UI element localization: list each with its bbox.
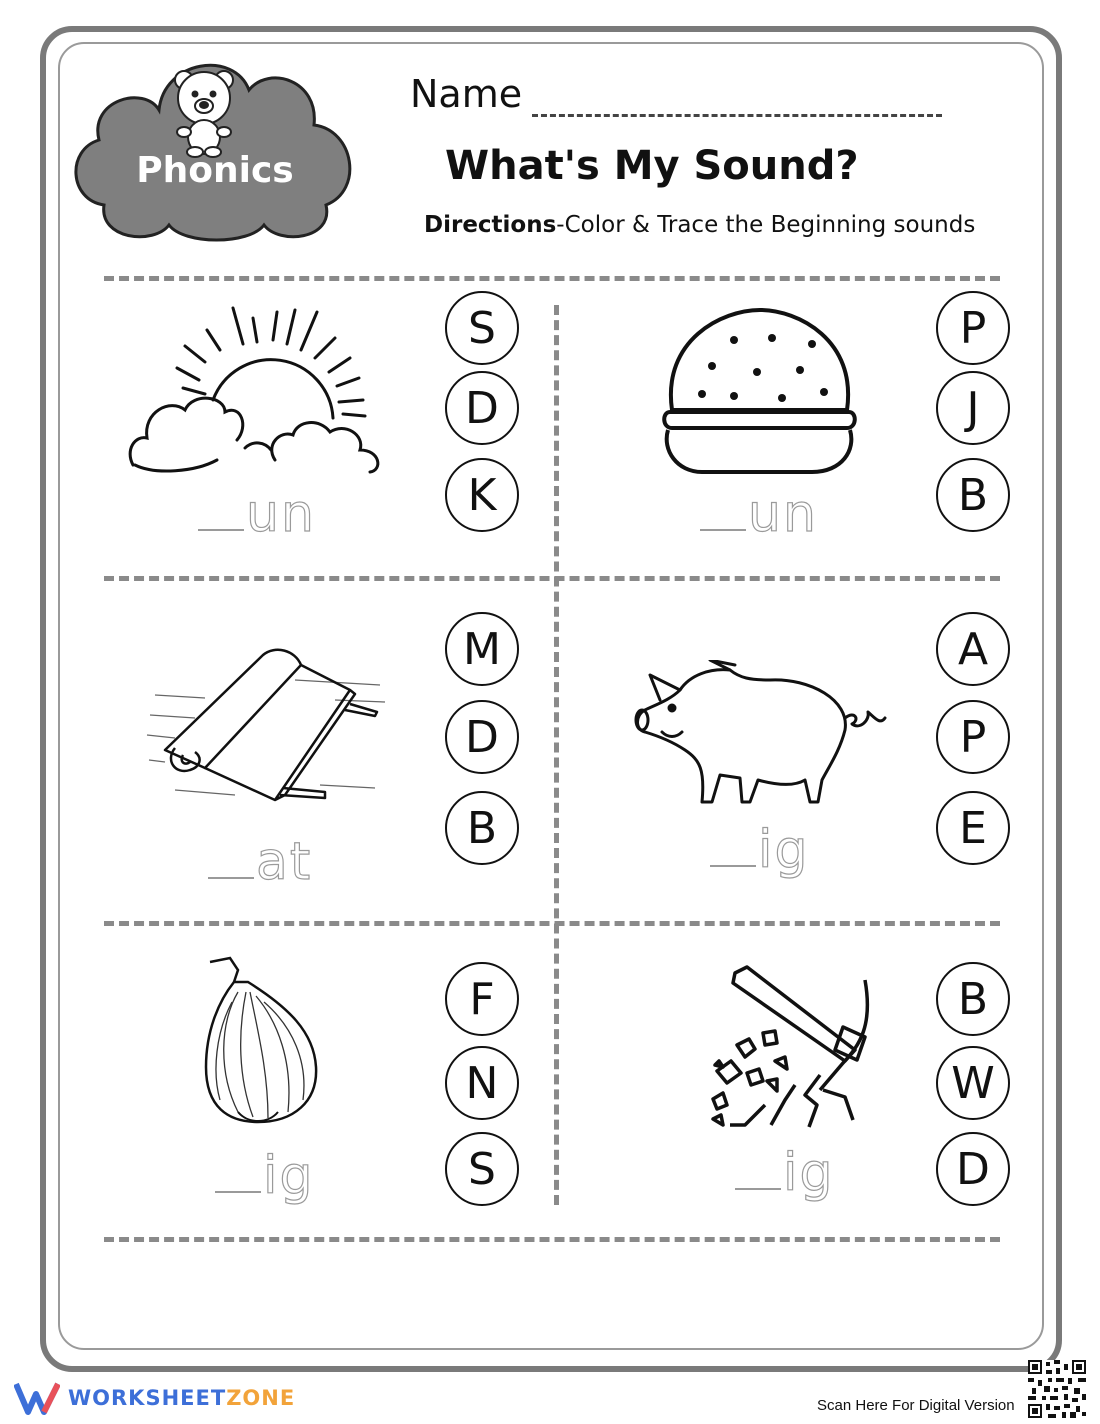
directions-label: Directions [424, 212, 557, 238]
phonics-badge-label: Phonics [136, 150, 294, 191]
divider-row1 [104, 576, 1000, 581]
pig-icon [630, 660, 890, 810]
footer-brand: WORKSHEETZONE [68, 1386, 296, 1410]
option-d-2[interactable]: D [445, 700, 519, 774]
name-field[interactable] [532, 114, 942, 117]
option-e[interactable]: E [936, 791, 1010, 865]
trace-word-un-2[interactable]: un [700, 484, 818, 544]
scan-text: Scan Here For Digital Version [817, 1397, 1015, 1414]
option-n[interactable]: N [445, 1046, 519, 1120]
worksheetzone-logo-icon [14, 1380, 60, 1416]
trace-word-ig-2[interactable]: ig [215, 1146, 314, 1206]
trace-word-un[interactable]: un [198, 484, 316, 544]
sun-icon [125, 300, 390, 485]
option-m[interactable]: M [445, 612, 519, 686]
divider-bottom [104, 1237, 1000, 1242]
option-d-3[interactable]: D [936, 1132, 1010, 1206]
divider-row2 [104, 921, 1000, 926]
qr-code-icon[interactable] [1028, 1360, 1086, 1418]
fig-icon [198, 952, 323, 1127]
divider-vertical [554, 305, 559, 1205]
option-d[interactable]: D [445, 371, 519, 445]
directions [424, 212, 975, 238]
option-a[interactable]: A [936, 612, 1010, 686]
option-s-2[interactable]: S [445, 1132, 519, 1206]
option-k[interactable]: K [445, 458, 519, 532]
page-title: What's My Sound? [445, 143, 859, 189]
dig-icon [705, 965, 880, 1135]
footer-logo[interactable] [14, 1380, 295, 1416]
bun-icon [662, 300, 857, 480]
option-b-3[interactable]: B [936, 962, 1010, 1036]
option-b-2[interactable]: B [445, 791, 519, 865]
trace-word-ig-3[interactable]: ig [735, 1143, 834, 1203]
option-f[interactable]: F [445, 962, 519, 1036]
name-label: Name [410, 72, 523, 116]
divider-top [104, 276, 1000, 281]
trace-word-ig[interactable]: ig [710, 820, 809, 880]
option-p-2[interactable]: P [936, 700, 1010, 774]
cloud-badge-icon [64, 40, 364, 245]
option-b[interactable]: B [936, 458, 1010, 532]
option-p[interactable]: P [936, 291, 1010, 365]
trace-word-at[interactable]: at [208, 832, 312, 892]
option-j[interactable]: J [936, 371, 1010, 445]
option-s[interactable]: S [445, 291, 519, 365]
mat-icon [145, 640, 390, 815]
option-w[interactable]: W [936, 1046, 1010, 1120]
directions-text: -Color & Trace the Beginning sounds [556, 212, 976, 238]
